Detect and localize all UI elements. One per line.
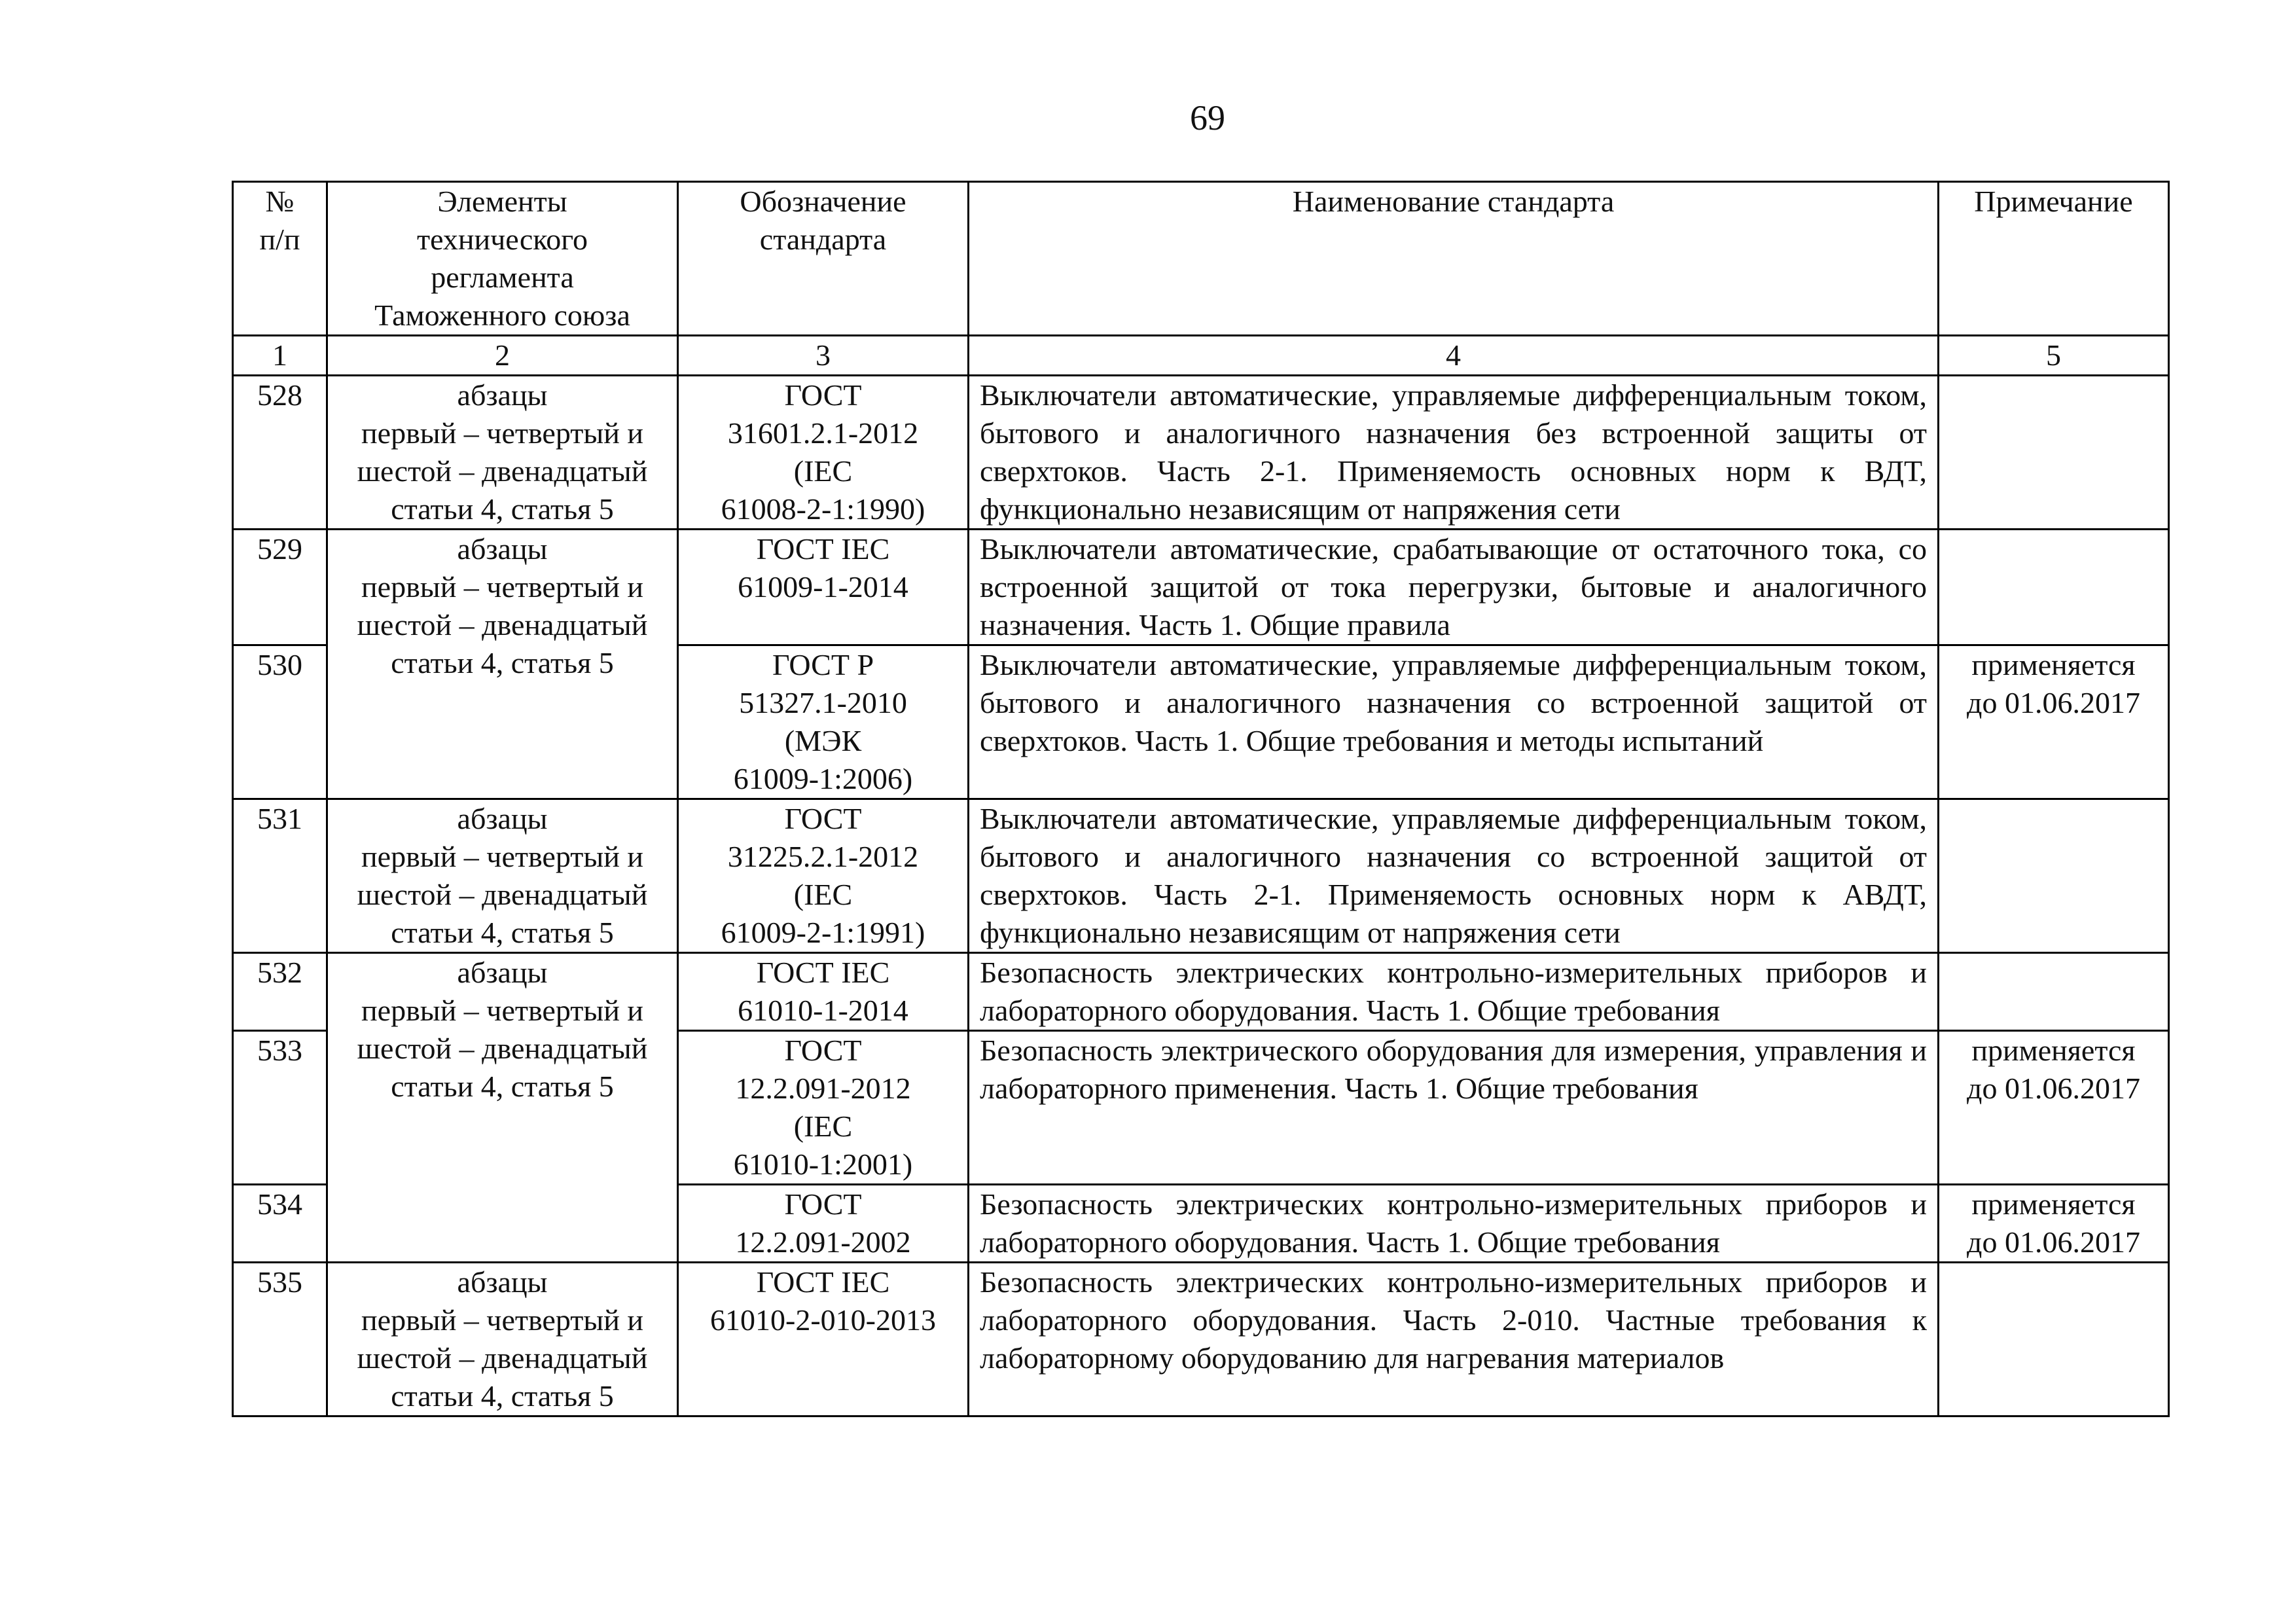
table-row xyxy=(233,799,2169,953)
row-number: 532 xyxy=(233,953,327,1031)
row-designation: ГОСТ 12.2.091-2012 (IEC 61010-1:2001) xyxy=(678,1031,969,1185)
column-number: 5 xyxy=(1939,336,2169,376)
column-numbers-row xyxy=(233,336,2169,376)
row-note xyxy=(1939,530,2169,645)
column-number: 1 xyxy=(233,336,327,376)
column-number: 2 xyxy=(327,336,678,376)
page-number: 69 xyxy=(1190,98,1225,137)
row-number: 530 xyxy=(233,645,327,799)
row-standard-name: Выключатели автоматические, срабатывающие от остаточного тока, со встроенной защитой от тока перегрузки, бытовые и аналогичного назначения. Часть 1. Общие правила xyxy=(969,530,1939,645)
row-designation: ГОСТ IEC 61009-1-2014 xyxy=(678,530,969,645)
row-note xyxy=(1939,799,2169,953)
row-number: 535 xyxy=(233,1263,327,1416)
row-note: применяется до 01.06.2017 xyxy=(1939,645,2169,799)
row-standard-name: Выключатели автоматические, управляемые дифференциальным током, бытового и аналогичного назначения без встроенной защиты от сверхтоков. Часть 2-1. Применяемость основных норм к ВДТ, функционально независящим от напряжения сети xyxy=(969,376,1939,530)
column-number: 4 xyxy=(969,336,1939,376)
row-note xyxy=(1939,953,2169,1031)
row-standard-name: Выключатели автоматические, управляемые дифференциальным током, бытового и аналогичного назначения со встроенной защитой от сверхтоков. Часть 1. Общие требования и методы испытаний xyxy=(969,645,1939,799)
row-note xyxy=(1939,376,2169,530)
header-standard-name: Наименование стандарта xyxy=(969,182,1939,336)
row-note: применяется до 01.06.2017 xyxy=(1939,1185,2169,1263)
header-note: Примечание xyxy=(1939,182,2169,336)
row-number: 528 xyxy=(233,376,327,530)
row-number: 534 xyxy=(233,1185,327,1263)
table-row xyxy=(233,1263,2169,1416)
row-elements: абзацы первый – четвертый и шестой – двенадцатый статьи 4, статья 5 xyxy=(327,799,678,953)
row-designation: ГОСТ Р 51327.1-2010 (МЭК 61009-1:2006) xyxy=(678,645,969,799)
row-designation: ГОСТ IEC 61010-2-010-2013 xyxy=(678,1263,969,1416)
row-elements: абзацы первый – четвертый и шестой – двенадцатый статьи 4, статья 5 xyxy=(327,1263,678,1416)
header-number: № п/п xyxy=(233,182,327,336)
table-row xyxy=(233,530,2169,645)
standards-table xyxy=(232,181,2170,1417)
row-number: 531 xyxy=(233,799,327,953)
row-designation: ГОСТ 31225.2.1-2012 (IEC 61009-2-1:1991) xyxy=(678,799,969,953)
row-note: применяется до 01.06.2017 xyxy=(1939,1031,2169,1185)
row-designation: ГОСТ 12.2.091-2002 xyxy=(678,1185,969,1263)
row-standard-name: Выключатели автоматические, управляемые дифференциальным током, бытового и аналогичного назначения со встроенной защитой от сверхтоков. Часть 2-1. Применяемость основных норм к АВДТ, функционально независящим от напряжения сети xyxy=(969,799,1939,953)
row-elements: абзацы первый – четвертый и шестой – двенадцатый статьи 4, статья 5 xyxy=(327,376,678,530)
row-designation: ГОСТ IEC 61010-1-2014 xyxy=(678,953,969,1031)
row-standard-name: Безопасность электрических контрольно-измерительных приборов и лабораторного оборудования. Часть 2-010. Частные требования к лабораторному оборудованию для нагревания материалов xyxy=(969,1263,1939,1416)
column-number: 3 xyxy=(678,336,969,376)
row-standard-name: Безопасность электрических контрольно-измерительных приборов и лабораторного оборудования. Часть 1. Общие требования xyxy=(969,953,1939,1031)
row-note xyxy=(1939,1263,2169,1416)
row-number: 529 xyxy=(233,530,327,645)
table-row xyxy=(233,953,2169,1031)
header-elements: Элементы технического регламента Таможенного союза xyxy=(327,182,678,336)
row-number: 533 xyxy=(233,1031,327,1185)
table-row xyxy=(233,376,2169,530)
header-row xyxy=(233,182,2169,336)
row-elements: абзацы первый – четвертый и шестой – двенадцатый статьи 4, статья 5 xyxy=(327,953,678,1263)
row-standard-name: Безопасность электрического оборудования для измерения, управления и лабораторного применения. Часть 1. Общие требования xyxy=(969,1031,1939,1185)
row-standard-name: Безопасность электрических контрольно-измерительных приборов и лабораторного оборудования. Часть 1. Общие требования xyxy=(969,1185,1939,1263)
row-designation: ГОСТ 31601.2.1-2012 (IEC 61008-2-1:1990) xyxy=(678,376,969,530)
header-designation: Обозначение стандарта xyxy=(678,182,969,336)
row-elements: абзацы первый – четвертый и шестой – двенадцатый статьи 4, статья 5 xyxy=(327,530,678,799)
